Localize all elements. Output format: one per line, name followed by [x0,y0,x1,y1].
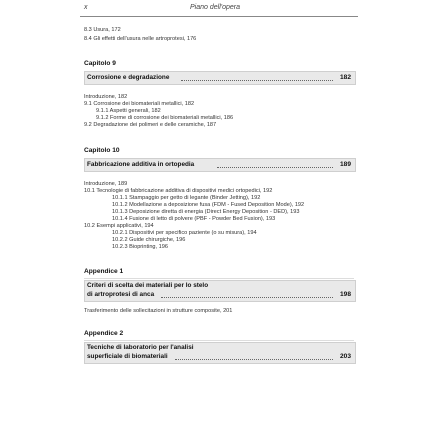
chapter-9-title: Corrosione e degradazione [87,74,170,81]
toc-entry: 10.1 Tecnologie di fabbricazione additiva di dispositivi medici ortopedici, 192 [84,188,273,194]
leader-dots [161,297,333,298]
toc-entry: 9.1 Corrosione dei biomateriali metallici, 182 [84,101,195,107]
leader-dots [175,359,333,360]
toc-entry: Introduzione, 189 [84,181,128,187]
toc-entry: 10.1.2 Modellazione a deposizione fusa (FDM - Fused Deposition Mode), 192 [112,202,305,208]
toc-entry: Trasferimento delle sollecitazioni in strutture composite, 201 [84,308,233,314]
chapter-9-label: Capitolo 9 [84,60,116,67]
appendix-2-label: Appendice 2 [84,330,354,341]
leader-dots [217,167,333,168]
chapter-9-page: 182 [339,74,351,81]
toc-entry: 9.1.2 Forme di corrosione dei biomateriali metallici, 186 [96,115,234,121]
chapter-10-page: 189 [339,161,351,168]
toc-entry: 10.1.3 Deposizione diretta di energia (Direct Energy Deposition - DED), 193 [112,209,300,215]
toc-entry: 10.2.2 Guide chirurgiche, 196 [112,237,186,243]
appendix-1-label: Appendice 1 [84,268,354,279]
toc-entry: 10.1.4 Fusione di letto di polvere (PBF - Powder Bed Fusion), 193 [112,216,276,222]
toc-entry: 10.2.1 Dispositivi per specifico paziente (o su misura), 194 [112,230,257,236]
toc-entry: 10.1.1 Stampaggio per getto di legante (Binder Jetting), 192 [112,195,261,201]
toc-entry: 10.2.3 Bioprinting, 196 [112,244,168,250]
toc-entry: Introduzione, 182 [84,94,128,100]
appendix-2-page: 203 [339,353,351,360]
leader-dots [181,80,333,81]
running-title: Piano dell'opera [190,4,240,11]
appendix-2-title-line2: superficiale di biomateriali [87,353,168,360]
toc-entry: 8.3 Usura, 172 [84,27,121,33]
toc-entry: 8.4 Gli effetti dell'usura nelle artroprotesi, 176 [84,36,197,42]
appendix-1-page: 198 [339,291,351,298]
chapter-10-label: Capitolo 10 [84,147,120,154]
appendix-1-title-line2: di artroprotesi di anca [87,291,155,298]
toc-entry: 10.2 Esempi applicativi, 194 [84,223,154,229]
chapter-10-title: Fabbricazione additiva in ortopedia [87,161,195,168]
appendix-1-title-line1: Criteri di scelta dei materiali per lo stelo [87,282,209,289]
page-header [80,4,358,17]
appendix-1-title-box[interactable] [84,280,356,302]
chapter-10-title-box[interactable] [84,158,356,172]
appendix-2-title-line1: Tecniche di laboratorio per l'analisi [87,344,194,351]
appendix-2-title-box[interactable] [84,342,356,364]
toc-entry: 9.1.1 Aspetti generali, 182 [96,108,161,114]
toc-entry: 9.2 Degradazione dei polimeri e delle ceramiche, 187 [84,122,217,128]
chapter-9-title-box[interactable] [84,71,356,85]
page-number: x [84,4,88,11]
